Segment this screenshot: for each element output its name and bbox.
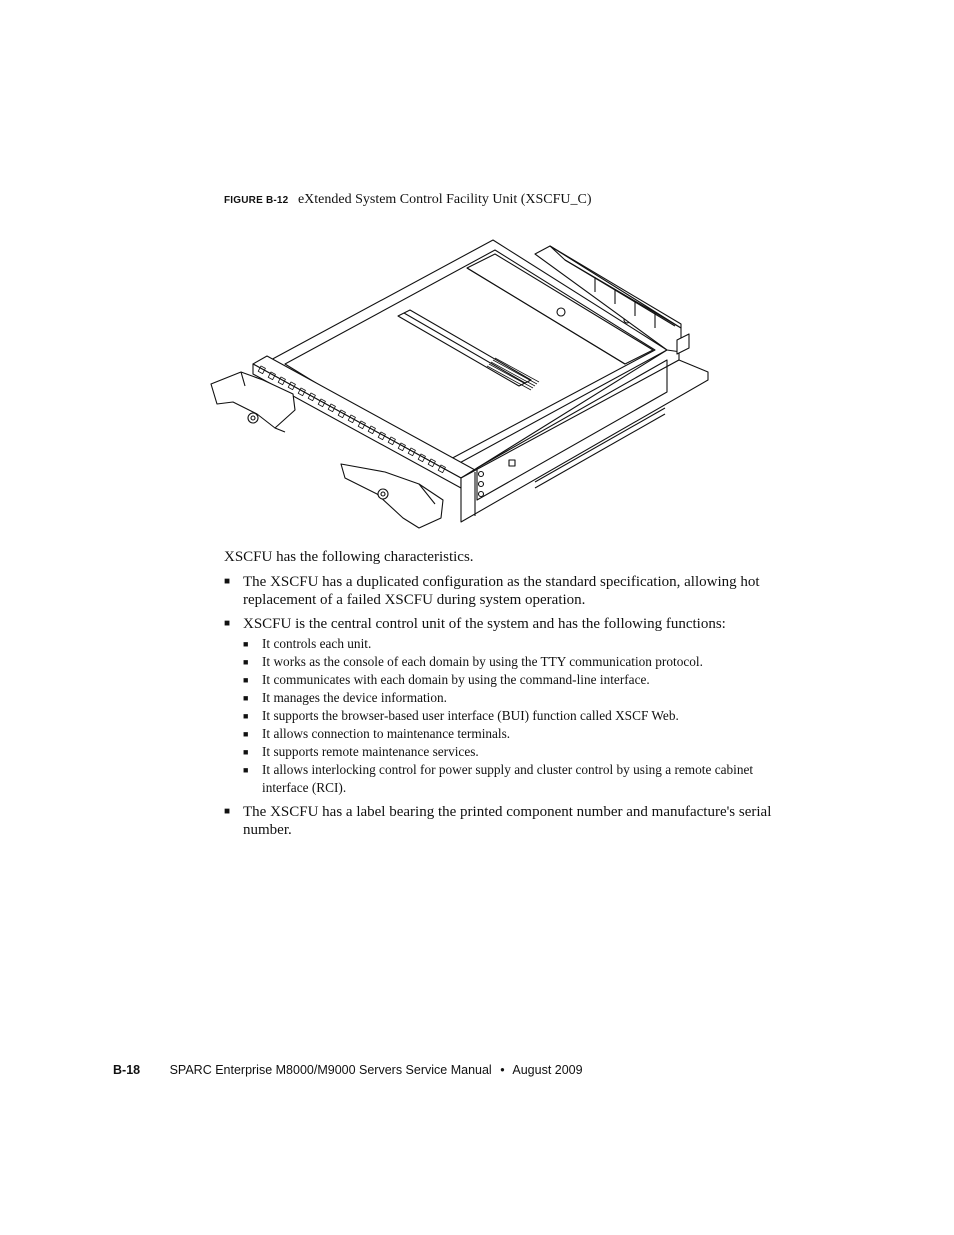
functions-list [243, 635, 794, 797]
sub-list-item: ■ It allows interlocking control for power supply and cluster control by using a remote cabinet interface (RCI). [243, 761, 794, 797]
xscfu-unit-illustration [205, 232, 720, 532]
sub-list-item: ■ It works as the console of each domain by using the TTY communication protocol. [243, 653, 794, 671]
list-item-text: The XSCFU has a duplicated configuration as the standard specification, allowing hot replacement of a failed XSCFU during system operation. [243, 574, 760, 608]
list-item [224, 573, 794, 609]
manual-title: SPARC Enterprise M8000/M9000 Servers Service Manual [169, 1063, 492, 1077]
list-item-text: The XSCFU has a label bearing the printed component number and manufacture's serial number. [243, 804, 772, 838]
sub-list-item: ■ It controls each unit. [243, 635, 794, 653]
intro-text: XSCFU has the following characteristics. [224, 549, 474, 565]
sub-list-item: ■ It communicates with each domain by using the command-line interface. [243, 671, 794, 689]
footer-separator: • [500, 1063, 505, 1077]
page-footer [113, 1063, 583, 1077]
figure-label: FIGURE B-12 [224, 195, 289, 206]
sub-list-item: ■ It supports remote maintenance services. [243, 743, 794, 761]
figure-title: eXtended System Control Facility Unit (XSCFU_C) [297, 192, 592, 207]
sub-list-item: ■ It allows connection to maintenance terminals. [243, 725, 794, 743]
list-item [224, 615, 794, 797]
list-item-text: XSCFU is the central control unit of the system and has the following functions: [243, 616, 726, 632]
publication-date: August 2009 [512, 1063, 583, 1077]
figure-caption [224, 192, 592, 208]
list-item [224, 803, 794, 839]
sub-list-item: ■ It supports the browser-based user interface (BUI) function called XSCF Web. [243, 707, 794, 725]
page-number: B-18 [113, 1063, 141, 1077]
characteristics-list [224, 573, 794, 845]
sub-list-item: ■ It manages the device information. [243, 689, 794, 707]
